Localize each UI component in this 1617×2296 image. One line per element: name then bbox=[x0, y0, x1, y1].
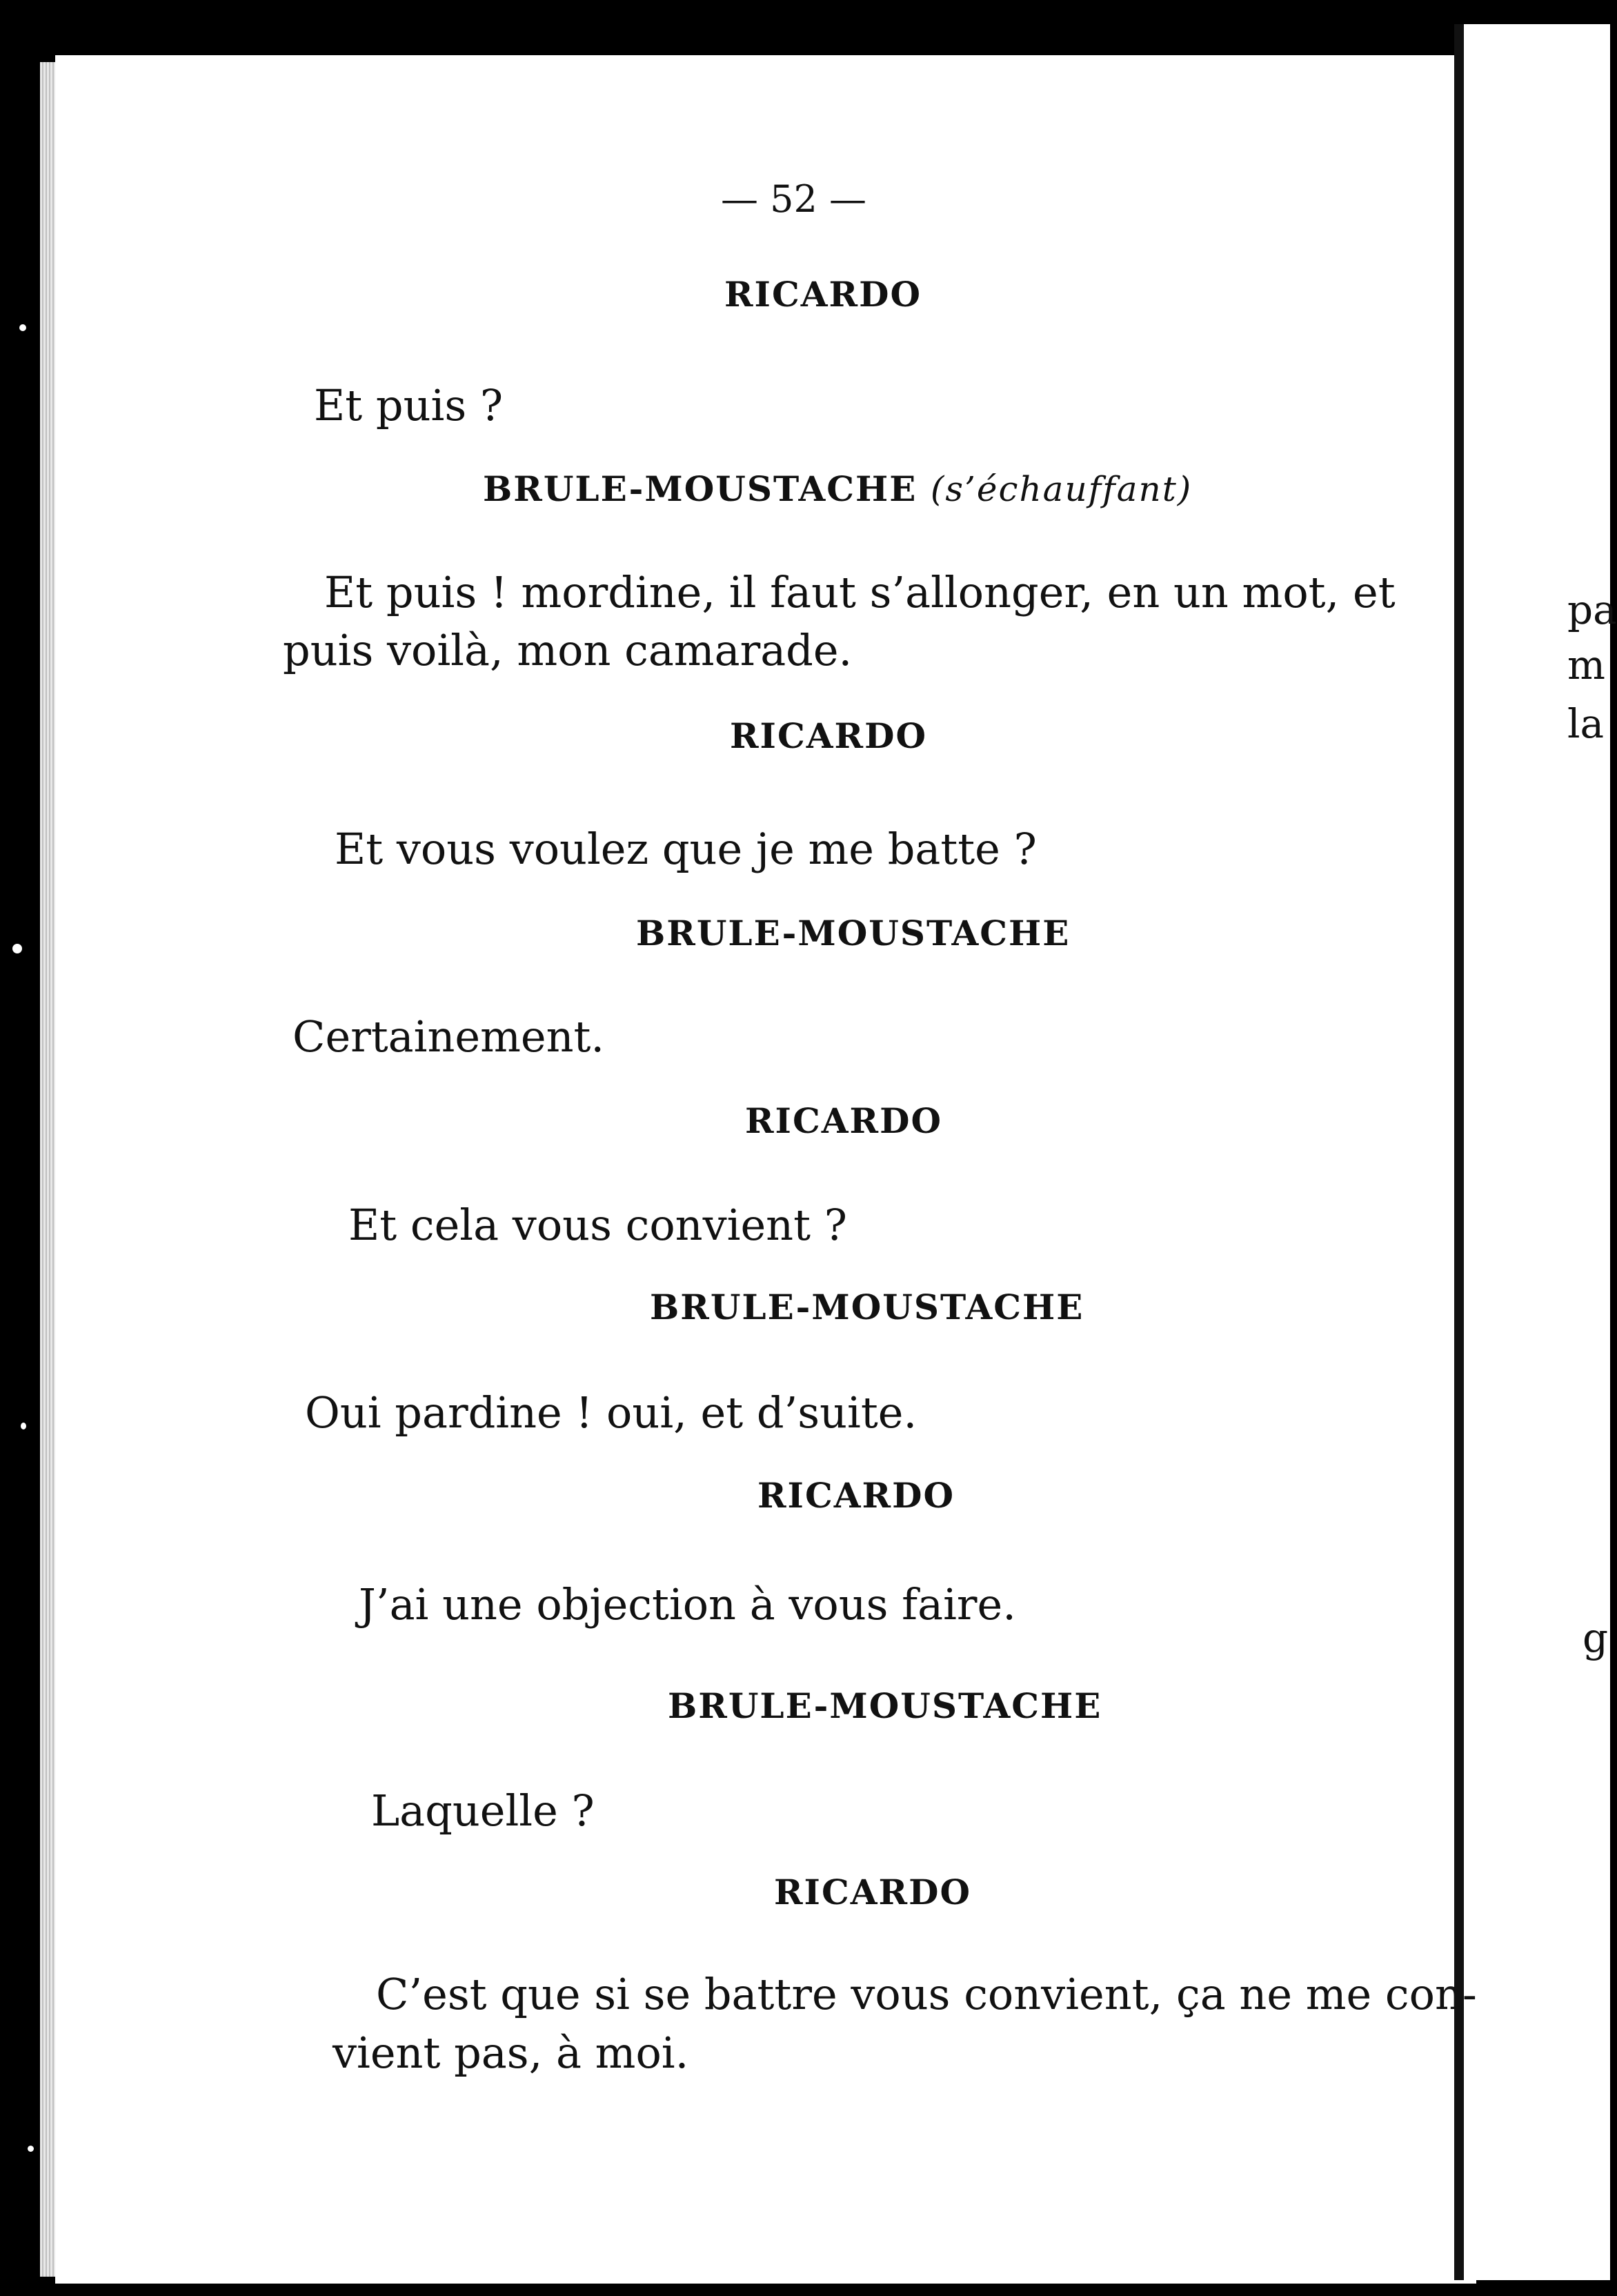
scan-speck bbox=[21, 1423, 26, 1429]
facing-page-fragment: g bbox=[1583, 1614, 1609, 1661]
speaker-name: BRULE-MOUSTACHE bbox=[636, 913, 1071, 953]
page-number: — 52 — bbox=[721, 177, 867, 221]
dialogue-line: puis voilà, mon camarade. bbox=[283, 625, 853, 675]
scan-speck bbox=[12, 944, 22, 953]
dialogue-line: C’est que si se battre vous convient, ça ne me con- bbox=[376, 1969, 1477, 2019]
facing-page-fragment: pa bbox=[1567, 586, 1617, 633]
speaker-name: BRULE-MOUSTACHE bbox=[668, 1685, 1102, 1726]
speaker-name: RICARDO bbox=[724, 274, 922, 315]
speaker-name: BRULE-MOUSTACHE bbox=[650, 1287, 1084, 1327]
dialogue-line: Laquelle ? bbox=[371, 1785, 595, 1836]
speaker-name: RICARDO bbox=[757, 1475, 955, 1516]
dialogue-line: Et vous voulez que je me batte ? bbox=[335, 824, 1037, 874]
scan-speck bbox=[28, 2146, 34, 2152]
dialogue-line: Et puis ? bbox=[314, 380, 504, 430]
facing-page bbox=[1454, 24, 1617, 2280]
speaker-name: BRULE-MOUSTACHE (s’échauffant) bbox=[483, 468, 1193, 509]
facing-page-fragment: la bbox=[1567, 700, 1605, 747]
dialogue-line: Et cela vous convient ? bbox=[348, 1200, 847, 1250]
speaker-name: RICARDO bbox=[745, 1100, 942, 1141]
speaker-name: RICARDO bbox=[730, 715, 927, 756]
scan-speck bbox=[19, 324, 26, 331]
dialogue-line: Et puis ! mordine, il faut s’allonger, en un mot, et bbox=[324, 567, 1396, 617]
dialogue-line: vient pas, à moi. bbox=[333, 2028, 689, 2078]
dialogue-line: Certainement. bbox=[292, 1011, 605, 1062]
facing-page-fragment: m bbox=[1567, 642, 1605, 689]
book-page bbox=[55, 55, 1476, 2284]
speaker-name: RICARDO bbox=[774, 1872, 971, 1912]
stage-direction: (s’échauffant) bbox=[930, 469, 1193, 509]
dialogue-line: J’ai une objection à vous faire. bbox=[359, 1579, 1016, 1630]
dialogue-line: Oui pardine ! oui, et d’suite. bbox=[305, 1387, 917, 1438]
